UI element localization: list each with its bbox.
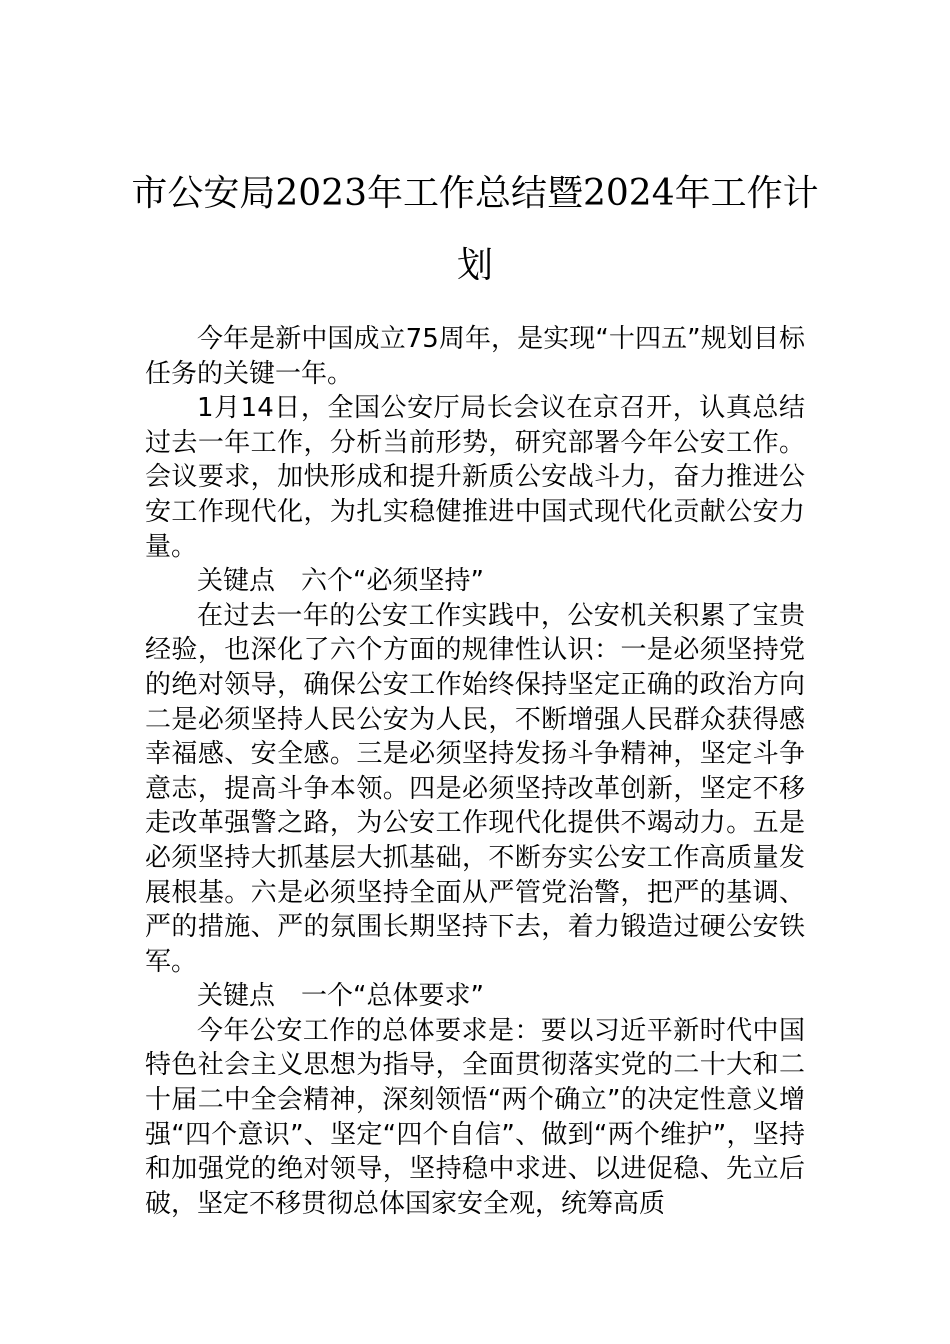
paragraph-overall-requirement: 今年公安工作的总体要求是：要以习近平新时代中国特色社会主义思想为指导，全面贯彻落实党的二十大和二十届二中全会精神，深刻领悟“两个确立”的决定性意义增强“四个意识”、坚定“四个自信”、做到“两个维护”，坚持和加强党的绝对领导，坚持稳中求进、以进促稳、先立后破，坚定不移贯彻总体国家安全观，统筹高质 [145, 1015, 805, 1219]
title-line-1: 市公安局2023年工作总结暨2024年工作计 [131, 173, 819, 214]
section-heading-overall-requirement: 关键点 一个“总体要求” [197, 981, 484, 1012]
document-title [130, 158, 820, 302]
paragraph-six-musts: 在过去一年的公安工作实践中，公安机关积累了宝贵经验，也深化了六个方面的规律性认识：一是必须坚持党的绝对领导，确保公安工作始终保持坚定正确的政治方向二是必须坚持人民公安为人民，不断增强人民群众获得感幸福感、安全感。三是必须坚持发扬斗争精神，坚定斗争意志，提高斗争本领。四是必须坚持改革创新，坚定不移走改革强警之路，为公安工作现代化提供不竭动力。五是必须坚持大抓基层大抓基础，不断夯实公安工作高质量发展根基。六是必须坚持全面从严管党治警，把严的基调、严的措施、严的氛围长期坚持下去，着力锻造过硬公安铁军。 [145, 600, 805, 977]
paragraph-intro: 今年是新中国成立75周年，是实现“十四五”规划目标任务的关键一年。 [145, 324, 805, 389]
section-heading-six-musts: 关键点 六个“必须坚持” [197, 566, 484, 597]
paragraph-meeting: 1月14日，全国公安厅局长会议在京召开，认真总结过去一年工作，分析当前形势，研究部署今年公安工作。会议要求，加快形成和提升新质公安战斗力，奋力推进公安工作现代化，为扎实稳健推进中国式现代化贡献公安力量。 [145, 393, 805, 562]
title-line-2: 划 [456, 245, 493, 286]
document-body [145, 322, 805, 1221]
